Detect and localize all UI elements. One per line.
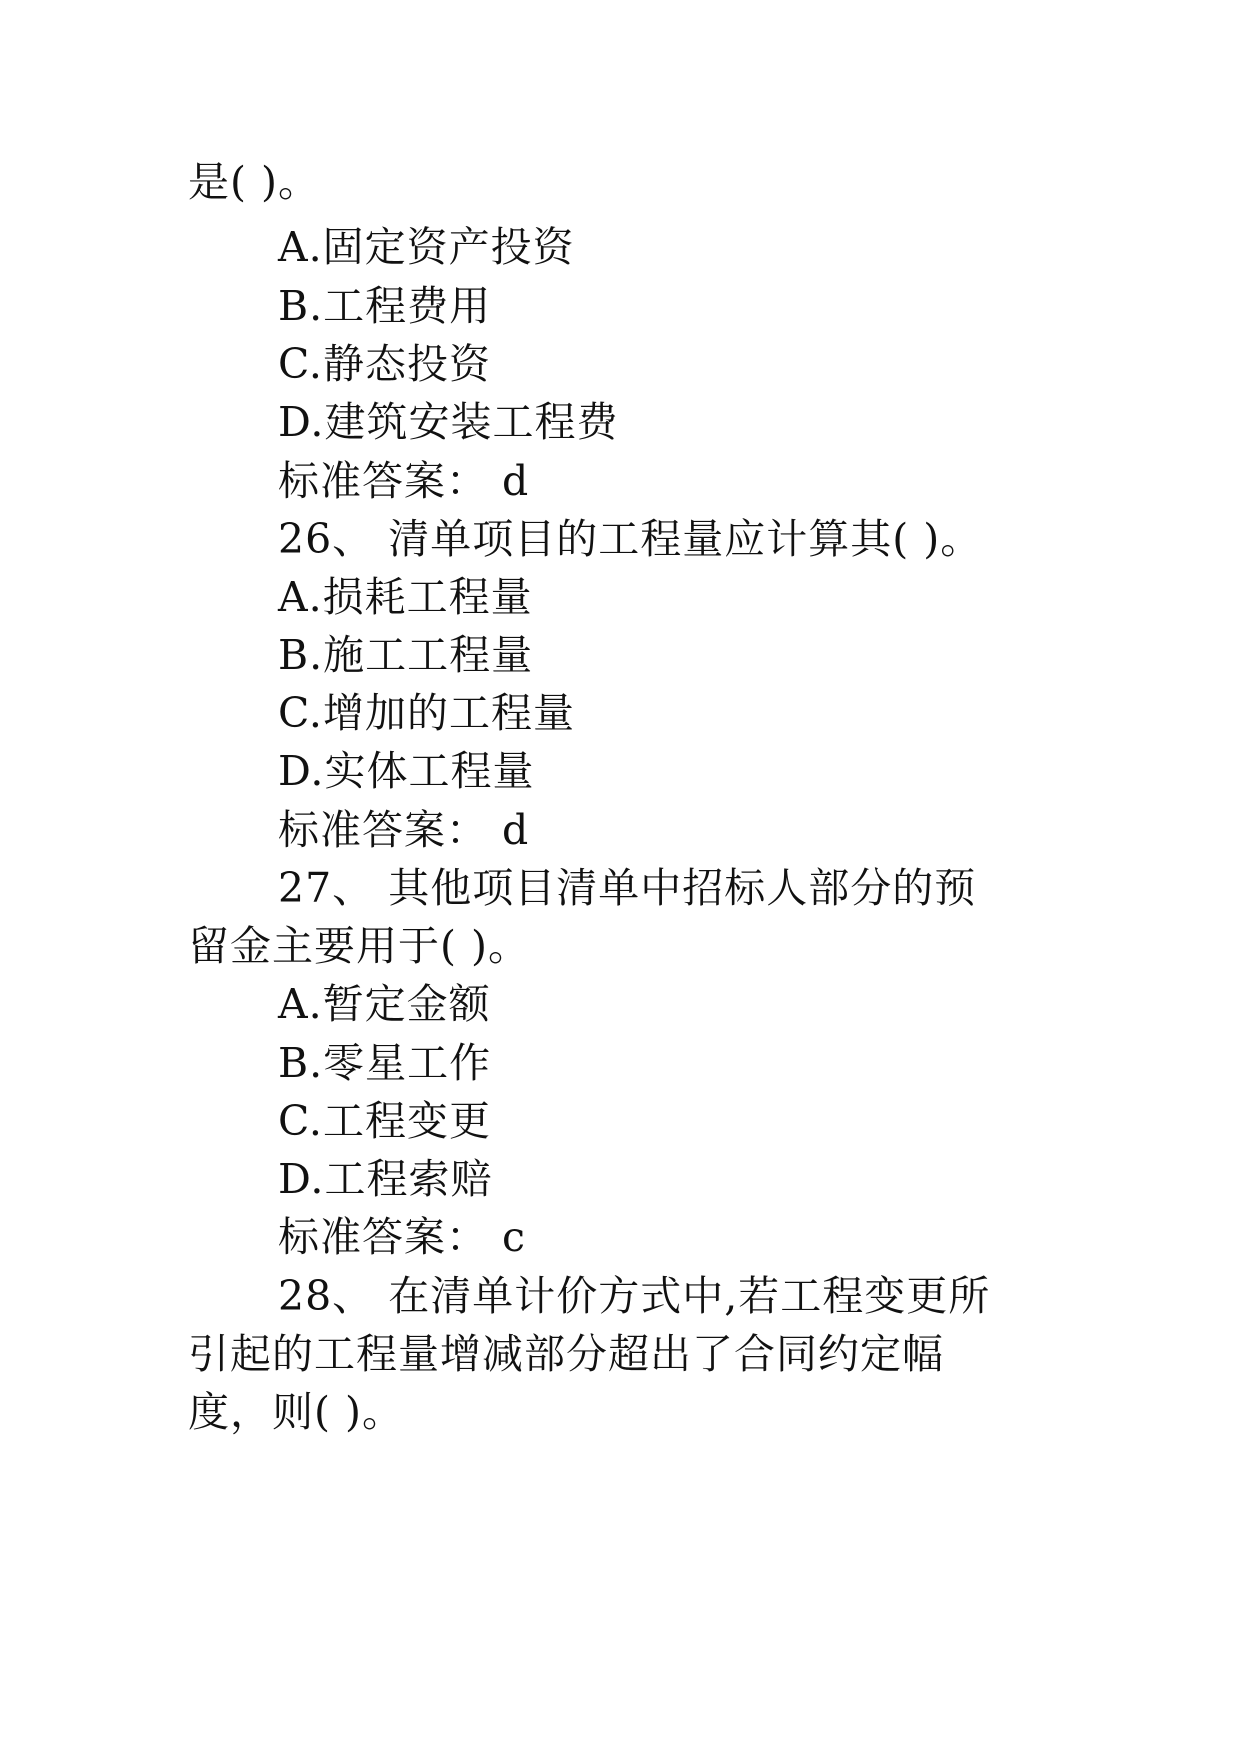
q28-stem-line2: 引起的工程量增减部分超出了合同约定幅	[188, 1330, 944, 1378]
q27-option-b: B.零星工作	[278, 1039, 492, 1087]
q25-option-a: A.固定资产投资	[278, 223, 575, 271]
q26-stem: 26、 清单项目的工程量应计算其( )。	[278, 515, 983, 563]
q27-option-a: A.暂定金额	[278, 980, 491, 1028]
q27-answer: 标准答案： c	[278, 1213, 526, 1261]
q27-stem-line1: 27、 其他项目清单中招标人部分的预	[278, 864, 977, 912]
q26-option-d: D.实体工程量	[278, 747, 535, 795]
q28-stem-line3: 度，则( )。	[188, 1388, 405, 1436]
q27-option-d: D.工程索赔	[278, 1155, 493, 1203]
q25-option-c: C.静态投资	[278, 340, 491, 388]
q25-answer: 标准答案： d	[278, 457, 530, 505]
q25-continuation: 是( )。	[188, 158, 321, 206]
q25-option-b: B.工程费用	[278, 282, 492, 330]
q28-stem-line1: 28、 在清单计价方式中,若工程变更所	[278, 1272, 991, 1320]
q26-option-a: A.损耗工程量	[278, 573, 533, 621]
q25-option-d: D.建筑安装工程费	[278, 398, 619, 446]
q26-answer: 标准答案： d	[278, 806, 530, 854]
q27-stem-line2: 留金主要用于( )。	[188, 922, 531, 970]
q26-option-b: B.施工工程量	[278, 631, 534, 679]
q27-option-c: C.工程变更	[278, 1097, 491, 1145]
q26-option-c: C.增加的工程量	[278, 689, 575, 737]
